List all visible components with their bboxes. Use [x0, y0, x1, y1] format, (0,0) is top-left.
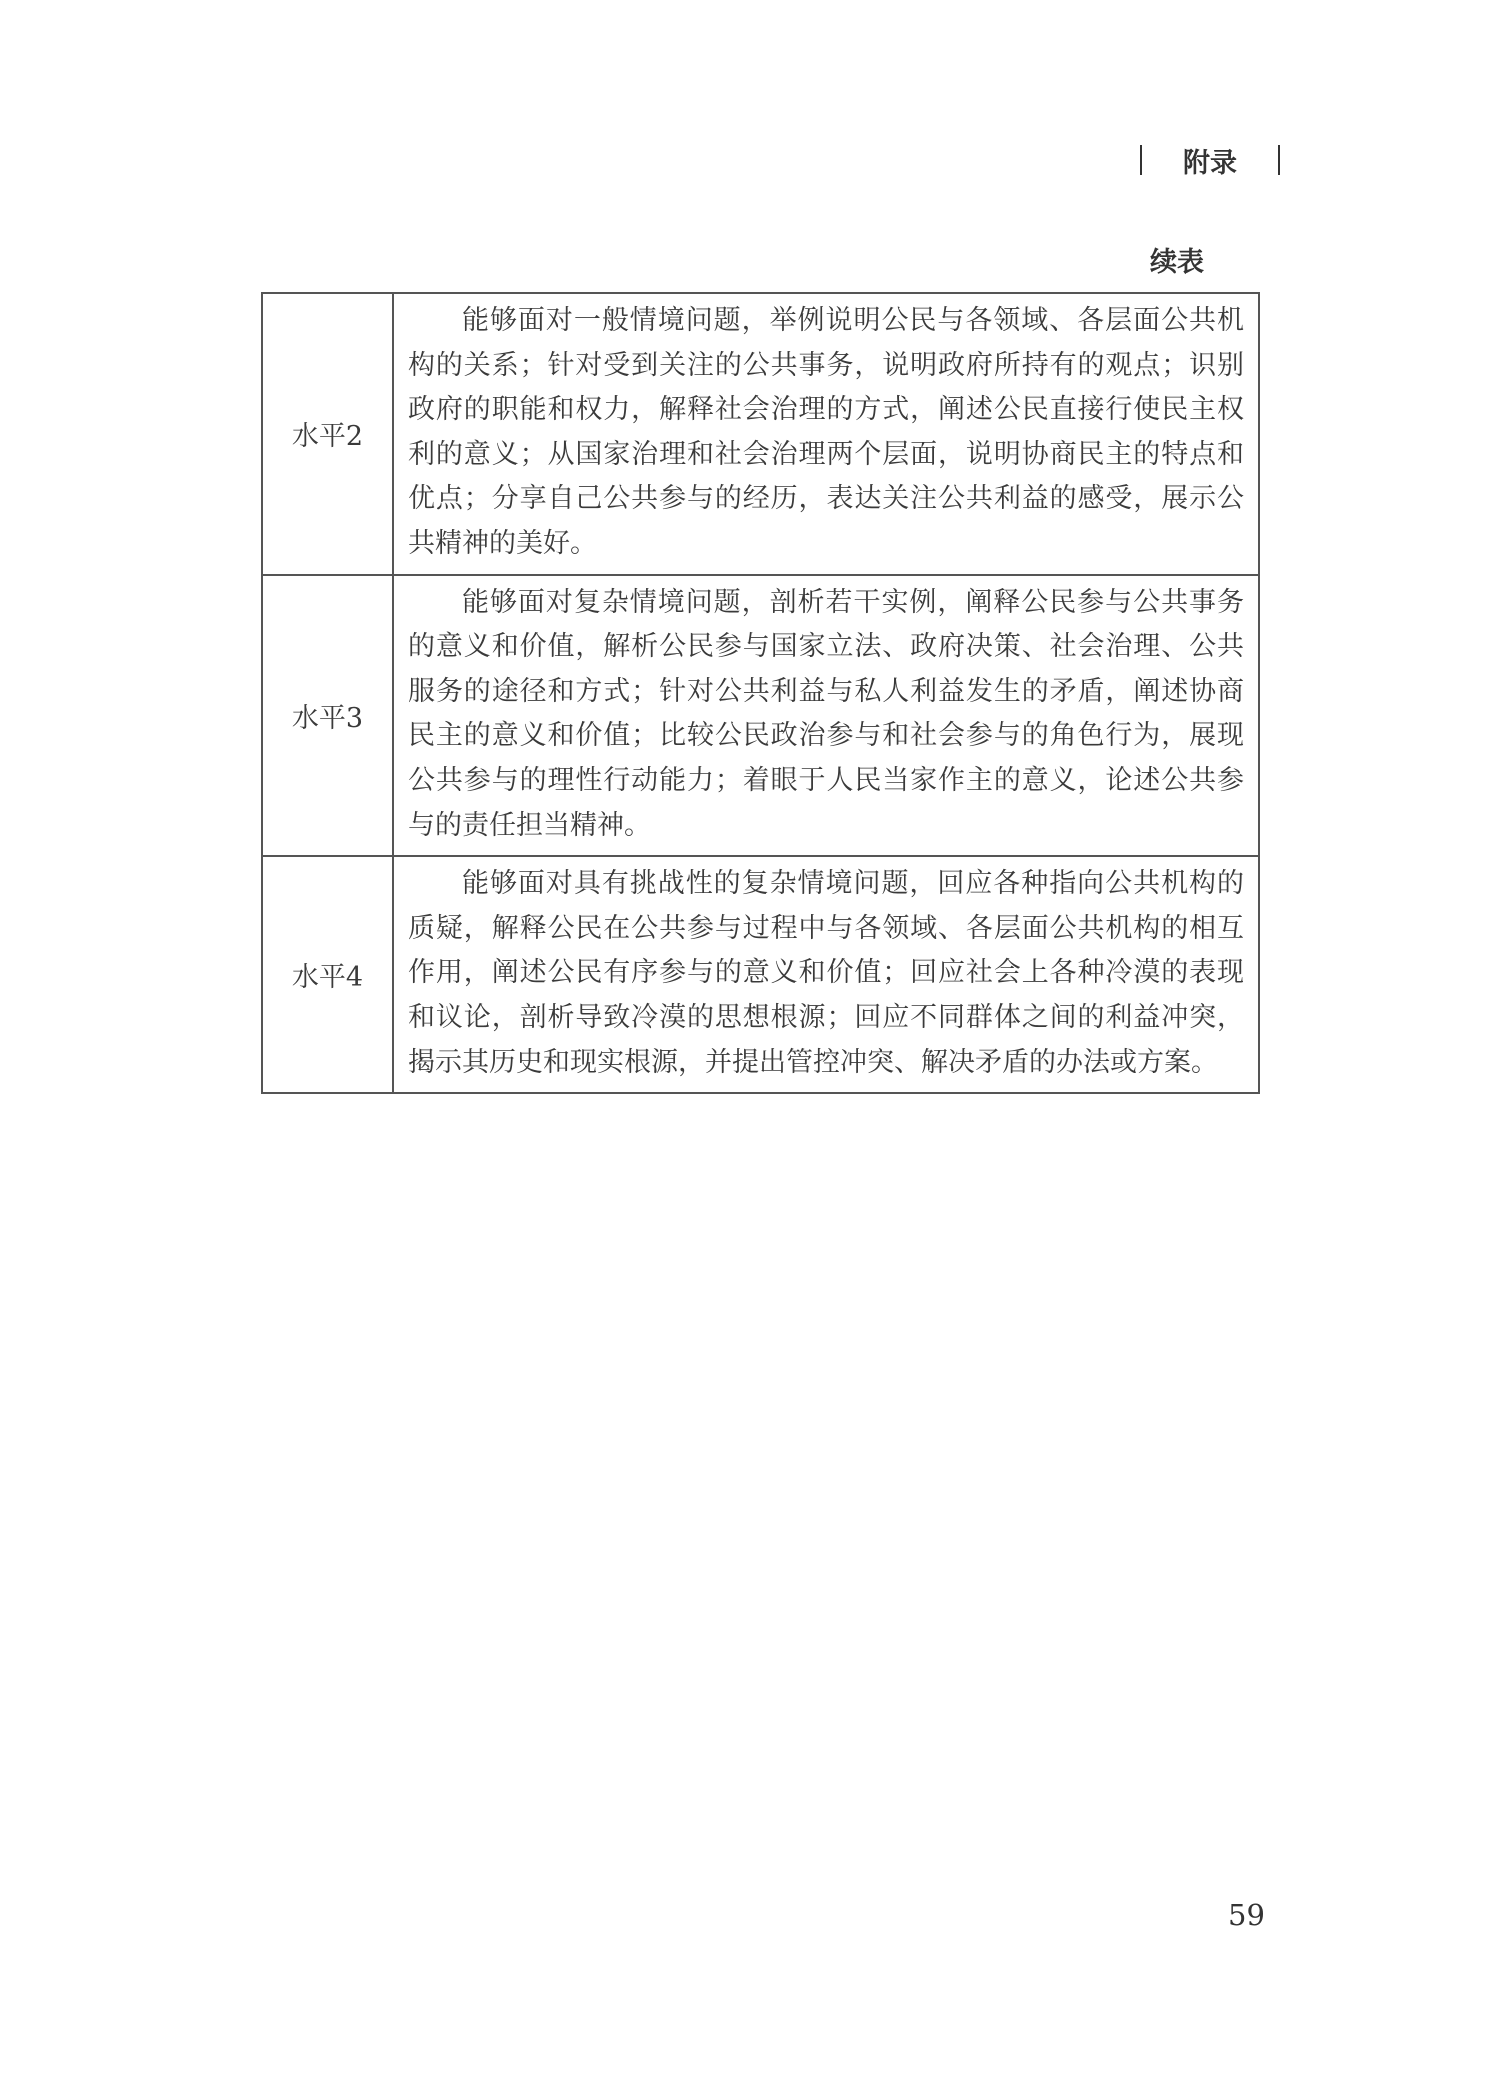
level-label: 水平4	[262, 856, 393, 1093]
header-right-bar	[1278, 145, 1280, 175]
level-description: 能够面对具有挑战性的复杂情境问题，回应各种指向公共机构的质疑，解释公民在公共参与过程中与各领域、各层面公共机构的相互作用，阐述公民有序参与的意义和价值；回应社会上各种冷漠的表现和议论，剖析导致冷漠的思想根源；回应不同群体之间的利益冲突，揭示其历史和现实根源，并提出管控冲突、解决矛盾的办法或方案。	[393, 856, 1259, 1093]
level-description-table	[261, 292, 1260, 1094]
level-description: 能够面对一般情境问题，举例说明公民与各领域、各层面公共机构的关系；针对受到关注的公共事务，说明政府所持有的观点；识别政府的职能和权力，解释社会治理的方式，阐述公民直接行使民主权利的意义；从国家治理和社会治理两个层面，说明协商民主的特点和优点；分享自己公共参与的经历，表达关注公共利益的感受，展示公共精神的美好。	[393, 293, 1259, 575]
level-label: 水平2	[262, 293, 393, 575]
running-header	[1140, 140, 1280, 180]
table-caption: 续表	[1150, 247, 1204, 278]
table-row	[262, 293, 1259, 575]
section-title: 附录	[1183, 147, 1237, 179]
header-left-bar	[1140, 145, 1142, 175]
page-number: 59	[1228, 1898, 1265, 1932]
level-label: 水平3	[262, 575, 393, 857]
level-description: 能够面对复杂情境问题，剖析若干实例，阐释公民参与公共事务的意义和价值，解析公民参与国家立法、政府决策、社会治理、公共服务的途径和方式；针对公共利益与私人利益发生的矛盾，阐述协商民主的意义和价值；比较公民政治参与和社会参与的角色行为，展现公共参与的理性行动能力；着眼于人民当家作主的意义，论述公共参与的责任担当精神。	[393, 575, 1259, 857]
table-row	[262, 856, 1259, 1093]
table-row	[262, 575, 1259, 857]
